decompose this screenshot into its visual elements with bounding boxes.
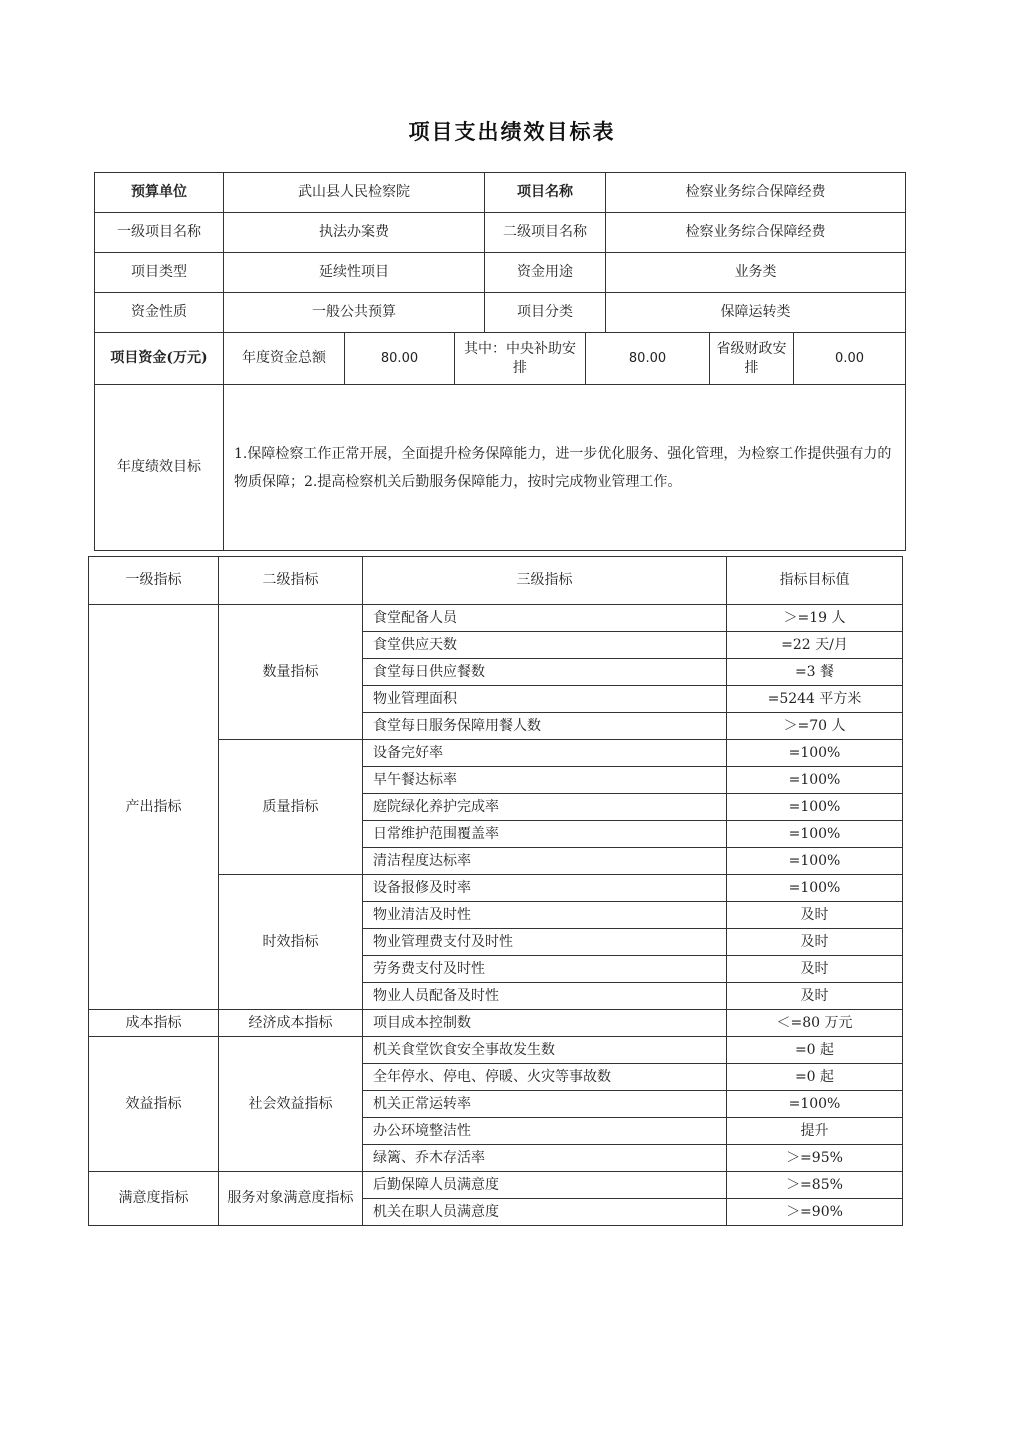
indicator-target: 及时 bbox=[727, 929, 903, 956]
header-level3: 三级指标 bbox=[363, 557, 727, 605]
indicator-target: ＞=90% bbox=[727, 1199, 903, 1226]
indicator-target: =3 餐 bbox=[727, 659, 903, 686]
indicator-target: =100% bbox=[727, 1091, 903, 1118]
indicator-name: 物业清洁及时性 bbox=[363, 902, 727, 929]
indicator-target: =5244 平方米 bbox=[727, 686, 903, 713]
indicator-name: 物业人员配备及时性 bbox=[363, 983, 727, 1010]
fund-nature-label: 资金性质 bbox=[95, 293, 224, 333]
annual-goal-text: 1.保障检察工作正常开展，全面提升检务保障能力，进一步优化服务、强化管理，为检察工作提供强有力的物质保障；2.提高检察机关后勤服务保障能力，按时完成物业管理工作。 bbox=[224, 385, 906, 551]
annual-goal-label: 年度绩效目标 bbox=[95, 385, 224, 551]
project-category-value: 保障运转类 bbox=[606, 293, 906, 333]
indicator-target: ＞=95% bbox=[727, 1145, 903, 1172]
indicator-target: =22 天/月 bbox=[727, 632, 903, 659]
indicator-name: 物业管理面积 bbox=[363, 686, 727, 713]
economic-cost-label: 经济成本指标 bbox=[219, 1010, 363, 1037]
cost-indicator-label: 成本指标 bbox=[89, 1010, 219, 1037]
project-category-label: 项目分类 bbox=[485, 293, 606, 333]
indicator-name: 食堂每日供应餐数 bbox=[363, 659, 727, 686]
indicator-target: ＞=19 人 bbox=[727, 605, 903, 632]
indicator-name: 机关在职人员满意度 bbox=[363, 1199, 727, 1226]
indicator-name: 绿篱、乔木存活率 bbox=[363, 1145, 727, 1172]
indicator-name: 食堂配备人员 bbox=[363, 605, 727, 632]
indicator-target: 提升 bbox=[727, 1118, 903, 1145]
indicator-target: =0 起 bbox=[727, 1064, 903, 1091]
indicator-target: 及时 bbox=[727, 902, 903, 929]
project-name-value: 检察业务综合保障经费 bbox=[606, 173, 906, 213]
project-name-label: 项目名称 bbox=[485, 173, 606, 213]
indicator-name: 项目成本控制数 bbox=[363, 1010, 727, 1037]
fund-nature-value: 一般公共预算 bbox=[224, 293, 485, 333]
indicator-name: 食堂每日服务保障用餐人数 bbox=[363, 713, 727, 740]
indicator-name: 后勤保障人员满意度 bbox=[363, 1172, 727, 1199]
indicator-target: =100% bbox=[727, 821, 903, 848]
indicator-name: 办公环境整洁性 bbox=[363, 1118, 727, 1145]
project-type-label: 项目类型 bbox=[95, 253, 224, 293]
social-benefit-label: 社会效益指标 bbox=[219, 1037, 363, 1172]
quality-indicator-label: 质量指标 bbox=[219, 740, 363, 875]
indicator-target: 及时 bbox=[727, 983, 903, 1010]
indicator-name: 劳务费支付及时性 bbox=[363, 956, 727, 983]
budget-unit-value: 武山县人民检察院 bbox=[224, 173, 485, 213]
fund-use-value: 业务类 bbox=[606, 253, 906, 293]
level2-value: 检察业务综合保障经费 bbox=[606, 213, 906, 253]
indicator-target: =100% bbox=[727, 767, 903, 794]
level1-label: 一级项目名称 bbox=[95, 213, 224, 253]
indicator-name: 清洁程度达标率 bbox=[363, 848, 727, 875]
annual-total-value: 80.00 bbox=[345, 333, 455, 385]
indicator-name: 机关正常运转率 bbox=[363, 1091, 727, 1118]
indicator-name: 早午餐达标率 bbox=[363, 767, 727, 794]
header-level1: 一级指标 bbox=[89, 557, 219, 605]
indicator-name: 日常维护范围覆盖率 bbox=[363, 821, 727, 848]
project-funds-label: 项目资金(万元) bbox=[95, 333, 224, 385]
indicator-target: =100% bbox=[727, 740, 903, 767]
indicator-target: ＜=80 万元 bbox=[727, 1010, 903, 1037]
indicator-name: 庭院绿化养护完成率 bbox=[363, 794, 727, 821]
indicator-name: 食堂供应天数 bbox=[363, 632, 727, 659]
indicator-target: ＞=70 人 bbox=[727, 713, 903, 740]
indicator-name: 全年停水、停电、停暖、火灾等事故数 bbox=[363, 1064, 727, 1091]
header-target: 指标目标值 bbox=[727, 557, 903, 605]
service-satisfaction-label: 服务对象满意度指标 bbox=[219, 1172, 363, 1226]
provincial-finance-value: 0.00 bbox=[794, 333, 906, 385]
satisfaction-indicator-label: 满意度指标 bbox=[89, 1172, 219, 1226]
indicator-target: =100% bbox=[727, 794, 903, 821]
fund-use-label: 资金用途 bbox=[485, 253, 606, 293]
header-level2: 二级指标 bbox=[219, 557, 363, 605]
project-info-table bbox=[94, 172, 906, 551]
budget-unit-label: 预算单位 bbox=[95, 173, 224, 213]
central-subsidy-label: 其中：中央补助安排 bbox=[455, 333, 586, 385]
page-title: 项目支出绩效目标表 bbox=[408, 120, 616, 144]
indicator-name: 设备报修及时率 bbox=[363, 875, 727, 902]
benefit-indicator-label: 效益指标 bbox=[89, 1037, 219, 1172]
project-type-value: 延续性项目 bbox=[224, 253, 485, 293]
indicator-target: =100% bbox=[727, 848, 903, 875]
output-indicator-label: 产出指标 bbox=[89, 605, 219, 1010]
indicator-target: =100% bbox=[727, 875, 903, 902]
provincial-finance-label: 省级财政安排 bbox=[710, 333, 794, 385]
level2-label: 二级项目名称 bbox=[485, 213, 606, 253]
quantity-indicator-label: 数量指标 bbox=[219, 605, 363, 740]
indicator-name: 设备完好率 bbox=[363, 740, 727, 767]
level1-value: 执法办案费 bbox=[224, 213, 485, 253]
indicator-target: 及时 bbox=[727, 956, 903, 983]
central-subsidy-value: 80.00 bbox=[586, 333, 710, 385]
indicator-name: 机关食堂饮食安全事故发生数 bbox=[363, 1037, 727, 1064]
annual-total-label: 年度资金总额 bbox=[224, 333, 345, 385]
indicator-table bbox=[88, 556, 903, 1226]
indicator-target: =0 起 bbox=[727, 1037, 903, 1064]
indicator-name: 物业管理费支付及时性 bbox=[363, 929, 727, 956]
indicator-target: ＞=85% bbox=[727, 1172, 903, 1199]
timeliness-indicator-label: 时效指标 bbox=[219, 875, 363, 1010]
